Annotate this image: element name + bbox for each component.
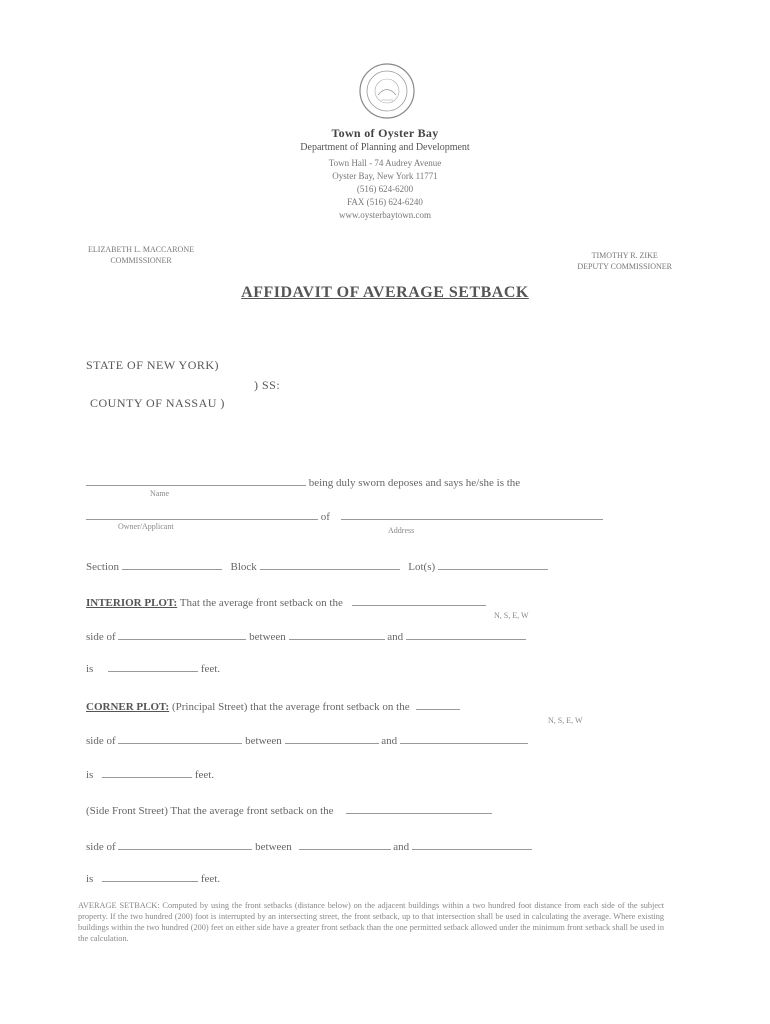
side-front-side-of-label: side of [86,841,116,853]
lots-label: Lot(s) [408,561,436,573]
side-front-between-field[interactable] [299,838,391,850]
block-field[interactable] [260,558,400,570]
side-front-and-field[interactable] [412,838,532,850]
feet-label: feet. [200,663,221,675]
deputy-commissioner-title: DEPUTY COMMISSIONER [577,262,672,271]
deposes-text: being duly sworn deposes and says he/she is the [308,477,521,489]
interior-between-field[interactable] [289,628,385,640]
side-front-feet-label: feet. [200,873,221,885]
interior-side-row [86,628,526,643]
side-front-is-label: is [86,873,94,885]
interior-nsew-caption: N, S, E, W [494,611,529,620]
interior-feet-row [86,660,220,675]
interior-direction-field[interactable] [352,594,486,606]
block-label: Block [230,561,257,573]
side-front-between-label: between [255,841,292,853]
side-front-feet-field[interactable] [102,870,198,882]
address-line-1: Town Hall - 74 Audrey Avenue [328,158,442,168]
of-text: of [320,511,330,523]
commissioner-name: ELIZABETH L. MACCARONE [88,245,194,254]
interior-plot-row [86,594,486,609]
section-field[interactable] [122,558,222,570]
and-label: and [387,631,404,643]
corner-plot-row [86,698,460,713]
corner-side-of-label: side of [86,735,116,747]
deponent-name-row [86,474,520,489]
side-front-row [86,802,492,817]
interior-plot-text: That the average front setback on the [179,597,343,609]
owner-caption: Owner/Applicant [118,522,174,531]
corner-and-label: and [381,735,398,747]
commissioner-block [88,244,194,266]
lots-field[interactable] [438,558,548,570]
is-label: is [86,663,94,675]
town-seal-icon [358,62,416,120]
interior-and-field[interactable] [406,628,526,640]
website: www.oysterbaytown.com [339,210,431,220]
venue-state: STATE OF NEW YORK) [86,358,220,372]
deputy-commissioner-block [577,250,672,272]
deponent-name-field[interactable] [86,474,306,486]
interior-feet-field[interactable] [108,660,198,672]
side-front-and-label: and [393,841,410,853]
corner-direction-field[interactable] [416,698,460,710]
address-caption: Address [388,526,415,535]
side-front-side-row [86,838,532,853]
corner-plot-heading: CORNER PLOT: [86,701,170,713]
side-of-label: side of [86,631,116,643]
corner-is-label: is [86,769,94,781]
corner-and-field[interactable] [400,732,528,744]
corner-between-field[interactable] [285,732,379,744]
name-caption: Name [150,489,170,498]
corner-feet-field[interactable] [102,766,192,778]
commissioner-title: COMMISSIONER [110,256,172,265]
document-title: AFFIDAVIT OF AVERAGE SETBACK [241,284,529,301]
town-name: Town of Oyster Bay [331,126,439,140]
section-label: Section [86,561,119,573]
venue-county: COUNTY OF NASSAU ) [90,396,225,410]
corner-nsew-caption: N, S, E, W [548,716,583,725]
tax-map-row [86,558,548,573]
interior-street-field[interactable] [118,628,246,640]
corner-feet-row [86,766,214,781]
corner-plot-text: (Principal Street) that the average front setback on the [171,701,410,713]
corner-side-row [86,732,528,747]
corner-between-label: between [245,735,282,747]
side-front-direction-field[interactable] [346,802,492,814]
fax-number: FAX (516) 624-6240 [347,197,423,207]
address-line-2: Oyster Bay, New York 11771 [332,171,438,181]
side-front-street-field[interactable] [118,838,252,850]
between-label: between [249,631,286,643]
owner-row [86,508,603,523]
average-setback-note: AVERAGE SETBACK: Computed by using the front setbacks (distance below) on the adjacent buildings within a two hundred foot distance from each side of the subject property. If the two hundred (200) foot is interrupted by an intersecting street, the front setback, up to that intersection shall be used in calculating the average. Where existing buildings within the two hundred (200) feet on either side have a greater front setback than the one permitted setback allowed under the minimum front setback shall be used in the calculation. [78,901,664,943]
deputy-commissioner-name: TIMOTHY R. ZIKE [591,251,658,260]
interior-plot-heading: INTERIOR PLOT: [86,597,178,609]
department-name: Department of Planning and Development [300,142,470,153]
corner-street-field[interactable] [118,732,242,744]
address-field[interactable] [341,508,603,520]
corner-feet-label: feet. [194,769,215,781]
side-front-feet-row [86,870,220,885]
owner-applicant-field[interactable] [86,508,318,520]
side-front-text: (Side Front Street) That the average front setback on the [86,805,334,817]
venue-ss: ) SS: [254,378,281,392]
phone-number: (516) 624-6200 [356,184,414,194]
